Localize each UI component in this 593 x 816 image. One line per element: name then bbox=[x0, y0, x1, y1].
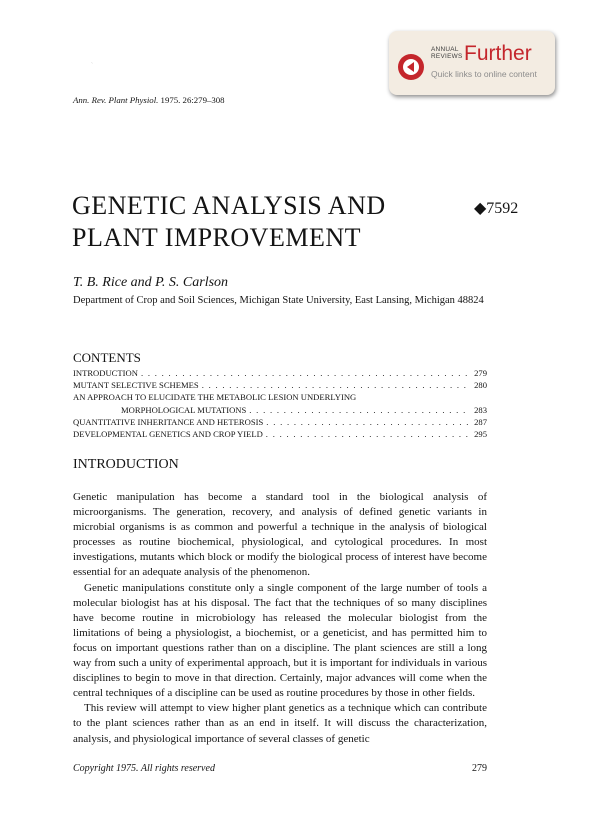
paragraph: Genetic manipulations constitute only a single component of the large number of tools a molecular biologist has at his disposal. The fact that the techniques of so many disciplines have become routine in microbiology has released the molecular biologist from the limitations of being a physiologist, a biochemist, or a geneticist, and has permitted him to focus on important questions rather than on a discipline. The plant sciences are still a long way from such a unity of experimental approach, but it is important for individuals in various disciplines to begin to move in that direction. Certainly, major advances will come when the central techniques of a discipline can be used as routine procedures by those in other fields. bbox=[73, 581, 487, 700]
toc-entry-page: 287 bbox=[474, 416, 487, 427]
toc-entry[interactable] bbox=[73, 416, 487, 428]
annual-reviews-further-badge[interactable] bbox=[389, 31, 555, 95]
badge-annual-text: ANNUAL bbox=[431, 46, 459, 53]
badge-reviews-text: REVIEWS bbox=[431, 53, 463, 61]
toc-entry-page: 295 bbox=[474, 429, 487, 440]
body-text bbox=[73, 490, 487, 747]
page-number: 279 bbox=[472, 763, 487, 774]
affiliation: Department of Crop and Soil Sciences, Michigan State University, East Lansing, Michigan 48824 bbox=[73, 295, 484, 306]
toc-entry-title: MUTANT SELECTIVE SCHEMES bbox=[73, 380, 199, 391]
article-title bbox=[72, 190, 386, 254]
toc-entry-page: 279 bbox=[474, 368, 487, 378]
toc-entry-page: 280 bbox=[474, 380, 487, 391]
contents-heading: CONTENTS bbox=[73, 350, 141, 365]
toc-entry[interactable] bbox=[73, 379, 487, 391]
toc-entry[interactable] bbox=[73, 391, 487, 403]
toc-leader bbox=[266, 428, 470, 440]
table-of-contents bbox=[73, 367, 487, 440]
toc-entry[interactable] bbox=[73, 404, 487, 416]
copyright-notice: Copyright 1975. All rights reserved bbox=[73, 763, 215, 774]
toc-entry-title: QUANTITATIVE INHERITANCE AND HETEROSIS bbox=[73, 416, 264, 427]
article-code: ◆7592 bbox=[474, 200, 519, 217]
title-line-1: GENETIC ANALYSIS AND bbox=[72, 191, 386, 220]
toc-leader bbox=[266, 416, 470, 428]
toc-entry-title: DEVELOPMENTAL GENETICS AND CROP YIELD bbox=[73, 429, 263, 440]
badge-subtitle: Quick links to online content bbox=[431, 69, 537, 79]
citation-details: 1975. 26:279–308 bbox=[160, 95, 225, 105]
toc-entry-title: AN APPROACH TO ELUCIDATE THE METABOLIC LESION UNDERLYING bbox=[73, 392, 357, 403]
paragraph: This review will attempt to view higher plant genetics as a technique which can contribute to the plant sciences rather than as an end in itself. It will discuss the characterization, analysis, and physiological importance of several classes of genetic bbox=[73, 702, 487, 745]
section-heading: INTRODUCTION bbox=[73, 457, 179, 472]
toc-entry-title: INTRODUCTION bbox=[73, 368, 138, 378]
annual-reviews-wordmark bbox=[431, 46, 463, 60]
toc-entry[interactable] bbox=[73, 428, 487, 440]
toc-entry-title: MORPHOLOGICAL MUTATIONS bbox=[121, 404, 247, 415]
annual-reviews-logo-icon bbox=[397, 53, 425, 81]
scan-speck: ˎ bbox=[91, 58, 93, 64]
journal-citation bbox=[73, 95, 225, 105]
toc-leader bbox=[249, 404, 470, 416]
journal-name: Ann. Rev. Plant Physiol. bbox=[73, 95, 159, 105]
toc-leader bbox=[141, 367, 470, 379]
toc-leader bbox=[202, 379, 470, 391]
paragraph: Genetic manipulation has become a standard tool in the biological analysis of microorganisms. The generation, recovery, and analysis of defined genetic variants in microbial organisms is as common and powerful a technique in the analysis of biological processes as routine biochemical, physiological, and cytological procedures. In most investigations, mutants which block or modify the biological process of interest have become essential for an adequate analysis of the phenomenon. bbox=[73, 491, 487, 579]
title-line-2: PLANT IMPROVEMENT bbox=[72, 223, 361, 252]
authors: T. B. Rice and P. S. Carlson bbox=[73, 275, 229, 290]
badge-further-text: Further bbox=[464, 42, 532, 65]
toc-entry-page: 283 bbox=[474, 404, 487, 415]
toc-entry[interactable] bbox=[73, 367, 487, 379]
